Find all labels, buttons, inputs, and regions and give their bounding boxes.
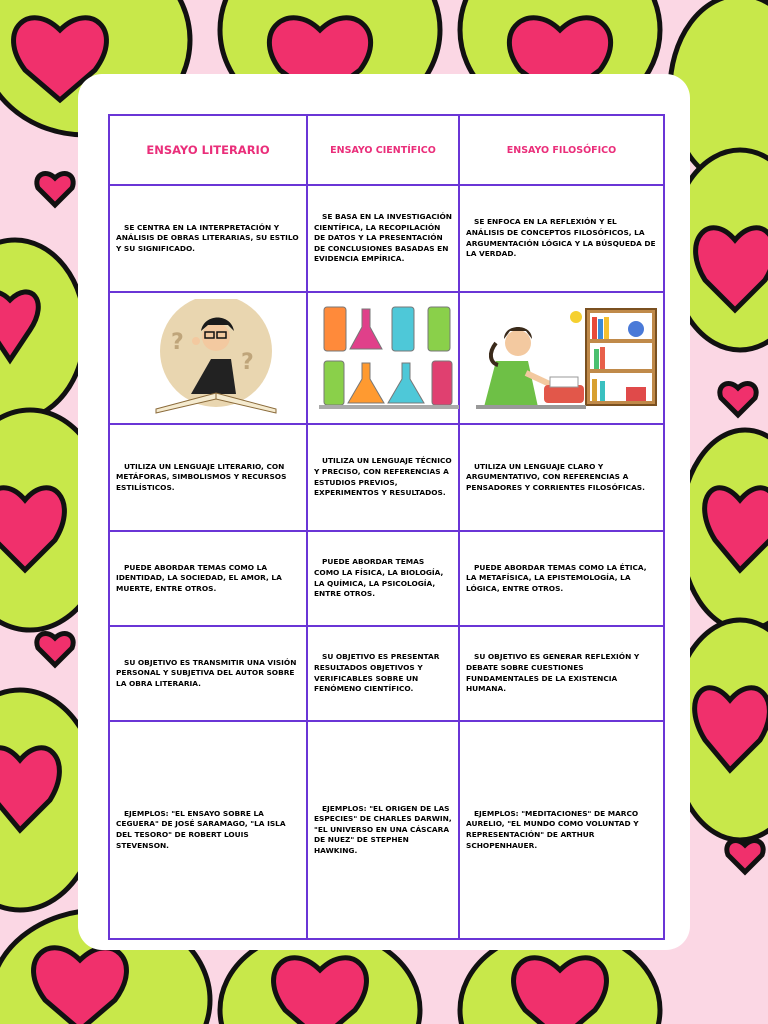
cell-text: PUEDE ABORDAR TEMAS COMO LA FÍSICA, LA BIOLOGÍA, LA QUÍMICA, LA PSICOLOGÍA, ENTRE OTROS. [314,557,444,599]
reader-icon [116,299,312,417]
cell-text: SE ENFOCA EN LA REFLEXIÓN Y EL ANÁLISIS DE CONCEPTOS FILOSÓFICOS, LA ARGUMENTACIÓN LÓGICA Y LA BÚSQUEDA DE LA VERDAD. [466,217,656,259]
avocado-decoration [680,430,768,630]
table-cell [109,531,307,626]
table-cell [109,626,307,721]
cell-text: EJEMPLOS: "EL ENSAYO SOBRE LA CEGUERA" DE JOSÉ SARAMAGO, "LA ISLA DEL TESORO" DE ROBERT LOUIS STEVENSON. [116,808,286,850]
cell-text: EJEMPLOS: "EL ORIGEN DE LAS ESPECIES" DE CHARLES DARWIN, "EL UNIVERSO EN UNA CÁSCARA DE NUEZ" DE STEPHEN HAWKING. [314,803,452,855]
table-cell [109,424,307,531]
header-ensayo-filosofico: ENSAYO FILOSÓFICO [459,115,664,185]
cell-text: PUEDE ABORDAR TEMAS COMO LA ÉTICA, LA METAFÍSICA, LA EPISTEMOLOGÍA, LA LÓGICA, ENTRE OTROS. [466,562,647,593]
cell-text: SU OBJETIVO ES GENERAR REFLEXIÓN Y DEBATE SOBRE CUESTIONES FUNDAMENTALES DE LA EXISTENCIA HUMANA. [466,652,640,694]
table-cell [307,185,459,292]
table-row [109,424,664,531]
table-cell [459,626,664,721]
table-cell [307,531,459,626]
cell-text: UTILIZA UN LENGUAJE TÉCNICO Y PRECISO, CON REFERENCIAS A ESTUDIOS PREVIOS, EXPERIMENTOS Y RESULTADOS. [314,456,452,498]
table-row [109,721,664,939]
comparison-table [108,114,665,940]
cell-text: SU OBJETIVO ES PRESENTAR RESULTADOS OBJETIVOS Y VERIFICABLES SOBRE UN FENÓMENO CIENTÍFICO. [314,652,440,694]
cell-text: UTILIZA UN LENGUAJE CLARO Y ARGUMENTATIVO, CON REFERENCIAS A PENSADORES Y CORRIENTES FILOSÓFICAS. [466,461,645,492]
table-cell [459,185,664,292]
table-cell [459,721,664,939]
flasks-icon [314,299,464,417]
header-ensayo-cientifico: ENSAYO CIENTÍFICO [307,115,459,185]
typist-icon [466,299,666,417]
table-row [109,626,664,721]
table-row [109,531,664,626]
image-row [109,292,664,424]
lab-flasks-illustration [307,292,459,424]
header-ensayo-literario: ENSAYO LITERARIO [109,115,307,185]
cell-text: SE CENTRA EN LA INTERPRETACIÓN Y ANÁLISIS DE OBRAS LITERARIAS, SU ESTILO Y SU SIGNIFICADO. [116,222,299,253]
cell-text: EJEMPLOS: "MEDITACIONES" DE MARCO AURELIO, "EL MUNDO COMO VOLUNTAD Y REPRESENTACIÓN" DE ARTHUR SCHOPENHAUER. [466,808,639,850]
cell-text: SU OBJETIVO ES TRANSMITIR UNA VISIÓN PERSONAL Y SUBJETIVA DEL AUTOR SOBRE LA OBRA LITERARIA. [116,657,297,688]
table-cell [307,424,459,531]
cell-text: PUEDE ABORDAR TEMAS COMO LA IDENTIDAD, LA SOCIEDAD, EL AMOR, LA MUERTE, ENTRE OTROS. [116,562,282,593]
table-cell [307,626,459,721]
table-cell [459,531,664,626]
table-cell [109,185,307,292]
cell-text: UTILIZA UN LENGUAJE LITERARIO, CON METÁFORAS, SIMBOLISMOS Y RECURSOS ESTILÍSTICOS. [116,461,287,492]
table-cell [109,721,307,939]
reader-illustration [109,292,307,424]
svg-text:?: ? [241,350,254,375]
avocado-decoration [0,240,85,420]
cell-text: SE BASA EN LA INVESTIGACIÓN CIENTÍFICA, LA RECOPILACIÓN DE DATOS Y LA PRESENTACIÓN DE CONCLUSIONES BASADAS EN EVIDENCIA EMPÍRICA. [314,212,452,264]
table-row [109,185,664,292]
table-cell [307,721,459,939]
table-cell [459,424,664,531]
typist-illustration [459,292,664,424]
header-row [109,115,664,185]
svg-text:?: ? [171,330,184,355]
